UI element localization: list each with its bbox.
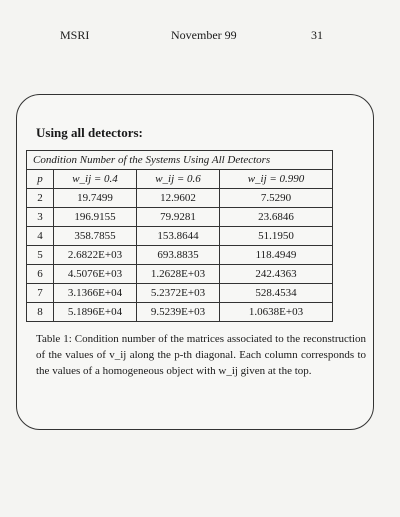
column-header-w06: w_ij = 0.6: [137, 170, 220, 189]
table-cell: 79.9281: [137, 208, 220, 227]
row-p-cell: 2: [27, 189, 54, 208]
table-cell: 1.0638E+03: [220, 303, 333, 322]
page-number: 31: [311, 28, 323, 42]
table-header-row: [27, 170, 333, 189]
page-header: [0, 28, 400, 44]
table-cell: 4.5076E+03: [54, 265, 137, 284]
table-row: [27, 303, 333, 322]
table-cell: 528.4534: [220, 284, 333, 303]
table-cell: 1.2628E+03: [137, 265, 220, 284]
table-cell: 118.4949: [220, 246, 333, 265]
table-cell: 9.5239E+03: [137, 303, 220, 322]
table-title-row: [27, 151, 333, 170]
row-p-cell: 6: [27, 265, 54, 284]
row-p-cell: 3: [27, 208, 54, 227]
table-cell: 5.1896E+04: [54, 303, 137, 322]
table-cell: 153.8644: [137, 227, 220, 246]
table-title: Condition Number of the Systems Using All Detectors: [27, 151, 333, 170]
column-header-w04: w_ij = 0.4: [54, 170, 137, 189]
table-cell: 196.9155: [54, 208, 137, 227]
table-cell: 693.8835: [137, 246, 220, 265]
row-p-cell: 8: [27, 303, 54, 322]
section-heading: Using all detectors:: [36, 125, 143, 140]
row-p-cell: 5: [27, 246, 54, 265]
table-cell: 51.1950: [220, 227, 333, 246]
table-cell: 3.1366E+04: [54, 284, 137, 303]
table-row: [27, 208, 333, 227]
condition-number-table: [26, 150, 333, 322]
table-row: [27, 227, 333, 246]
table-row: [27, 246, 333, 265]
table-cell: 5.2372E+03: [137, 284, 220, 303]
table-body: [27, 189, 333, 322]
table-row: [27, 189, 333, 208]
row-p-cell: 4: [27, 227, 54, 246]
table-row: [27, 265, 333, 284]
table-caption: Table 1: Condition number of the matrices associated to the reconstruction of the values of v_ij along the p-th diagonal. Each column corresponds to the values of a homogeneous object with w_ij given at the top.: [36, 333, 366, 377]
table-cell: 2.6822E+03: [54, 246, 137, 265]
table-row: [27, 284, 333, 303]
column-header-w0990: w_ij = 0.990: [220, 170, 333, 189]
row-p-cell: 7: [27, 284, 54, 303]
table-cell: 12.9602: [137, 189, 220, 208]
table-cell: 23.6846: [220, 208, 333, 227]
column-header-p: p: [27, 170, 54, 189]
table-cell: 19.7499: [54, 189, 137, 208]
table-cell: 358.7855: [54, 227, 137, 246]
table-cell: 242.4363: [220, 265, 333, 284]
header-left-text: MSRI: [60, 28, 90, 42]
table-cell: 7.5290: [220, 189, 333, 208]
header-date: November 99: [171, 28, 237, 42]
